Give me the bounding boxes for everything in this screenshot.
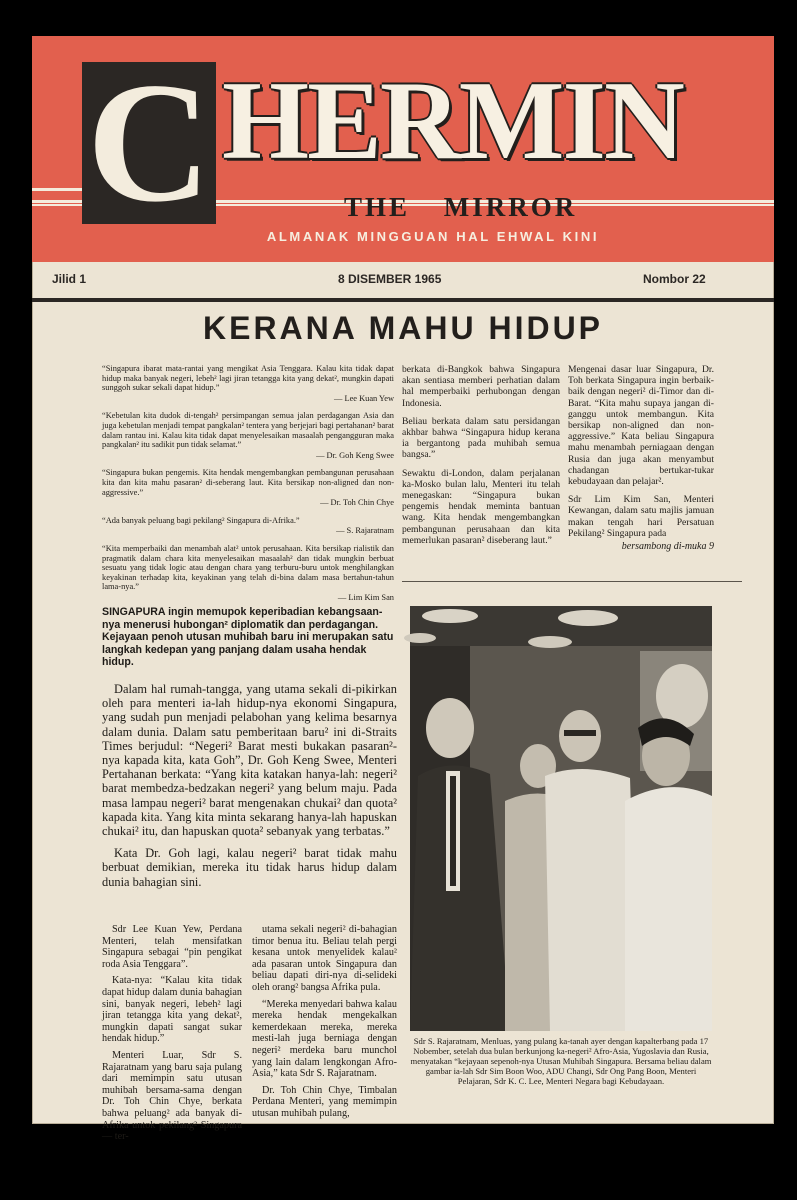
news-photo xyxy=(410,606,712,1031)
photo-caption: Sdr S. Rajaratnam, Menluas, yang pulang ka-tanah ayer dengan kapalterbang pada 17 Nobember, setelah dua bulan berkunjong ka-negeri² Afro-Asia, Yugoslavia dan Rusia, menyatakan “kejayaan sepenoh-nya Utusan Muhibah Singapura. Bersama beliau dalam gambar ia-lah Sdr Sim Boon Woo, ADU Changi, Sdr Ong Pang Boon, Menteri Pelajaran, Sdr K. C. Lee, Menteri Negara bagi Kebudayaan. xyxy=(410,1036,712,1086)
section-rule xyxy=(402,581,742,582)
headline: KERANA MAHU HIDUP xyxy=(202,310,604,346)
quote-author: — Lim Kim San xyxy=(337,592,394,602)
lead-paragraph: SINGAPURA ingin memupok keperibadian kebangsaan-nya menerusi hubongan² diplomatik dan perdagangan. Kejayaan penoh utusan muhibah baru ini merupakan satu langkah kedepan yang panjang dalam usaha hendak hidup. xyxy=(102,606,394,669)
paragraph: Menteri Luar, Sdr S. Rajaratnam yang baru saja pulang dari memimpin satu utusan muhibah bersama-sama dengan Dr. Toh Chin Chye, berkata bahwa peluang² ada banyak di-Afrika untok pekilang² Singapura — ter- xyxy=(102,1049,242,1143)
paragraph: “Mereka menyedari bahwa kalau mereka hendak mengekalkan kemerdekaan mereka, mereka mesti-lah juga berniaga dengan negeri² merdeka baru munchol yang lain dalam lengkongan Afro-Asia,” kata Sdr S. Rajaratnam. xyxy=(252,998,397,1080)
article-column-a xyxy=(102,924,242,1148)
masthead-subtitle: THE MIRROR xyxy=(344,192,578,222)
masthead-tagline: ALMANAK MINGGUAN HAL EHWAL KINI xyxy=(266,229,600,244)
continued-note: bersambong di-muka 9 xyxy=(621,541,714,553)
quote-text: “Kita memperbaiki dan menambah alat² untok perusahaan. Kita bersikap rialistik dan pragmatik dalam chara kita menyelesaikan masaalah² dan tidak mungkin berbuat sesuatu yang tidak logic atau dengan chara yang terburu-buru untok menghilangkan keyakinan terhadap kita, keyakinan yang telah di-bina dalam masa bertahun-tahun lama-nya.” xyxy=(102,543,394,592)
issue-volume: Jilid 1 xyxy=(52,272,87,286)
quote-author: — Dr. Goh Keng Swee xyxy=(316,450,394,460)
header-rule xyxy=(32,298,774,302)
quote-text: “Ada banyak peluang bagi pekilang² Singapura di-Afrika.” xyxy=(102,515,300,525)
issue-date: 8 DISEMBER 1965 xyxy=(338,272,442,286)
issue-number: Nombor 22 xyxy=(643,272,706,286)
photo-illustration xyxy=(410,606,712,1031)
paragraph: Beliau berkata dalam satu persidangan akhbar bahwa “Singapura hidup kerana ia bergantong pada muhibah semua bangsa.” xyxy=(402,415,560,461)
paragraph: Kata-nya: “Kalau kita tidak dapat hidup dalam dunia bahagian sini, banyak negeri, lebeh² lagi jiran tetangga kita yang dekat², mungkin dapati sangat sukar hendak hidup.” xyxy=(102,975,242,1045)
main-body xyxy=(102,682,397,897)
article-column-3 xyxy=(568,364,714,559)
masthead-stripe xyxy=(32,188,82,191)
article-column-2 xyxy=(402,364,560,553)
masthead-title: HERMIN xyxy=(222,59,683,183)
quote-author: — S. Rajaratnam xyxy=(336,526,394,536)
quote-author: — Lee Kuan Yew xyxy=(333,393,394,403)
article-column-b xyxy=(252,924,397,1125)
quote-text: “Singapura bukan pengemis. Kita hendak mengembangkan pembangunan perusahaan kita dan kita mahu pasaran² di-seberang laut. Kita bersikap non-aligned dan non-aggressive.” xyxy=(102,468,394,497)
paragraph: Sdr Lee Kuan Yew, Perdana Menteri, telah mensifatkan Singapura sebagai “pin pengikat roda Asia Tenggara”. xyxy=(102,924,242,970)
paragraph: Dr. Toh Chin Chye, Timbalan Perdana Menteri, yang memimpin utusan muhibah pulang, xyxy=(252,1084,397,1119)
paragraph: Mengenai dasar luar Singapura, Dr. Toh berkata Singapura ingin berbaik-baik dengan negeri² di-Timor dan di-Barat. “Kita mahu supaya jangan di-ganggu untok membangun. Kita bersikap non-aligned dan non-aggressive.” Kata beliau Singapura mahu menambah perniagaan dengan Rusia dan juga akan menyambut chadangan bertukar-tukar kebudayaan dan pelajar². xyxy=(568,364,714,488)
paragraph: Dalam hal rumah-tangga, yang utama sekali di-pikirkan oleh para menteri ia-lah hidup-nya ekonomi Singapura, yang sudah pun menjadi pelabohan yang kelima besarnya dalam dunia. Dalam satu pemberitaan baru² ini di-Straits Times berjudul: “Negeri² Barat mesti bukakan pasaran²-nya kapada kita, kata Goh”, Dr. Goh Keng Swee, Menteri Pertahanan berkata: “Yang kita katakan hanya-lah: negeri² barat membedza-bedzakan negeri² yang belum maju. Pada masa lampau negeri² barat mengenakan chukai² dan quota² kapada kita. Yang kita minta sekarang hanya-lah hapuskan chukai² itu, dan hapuskan quota² sebanyak yang terbatas.” xyxy=(102,682,397,839)
paragraph: Kata Dr. Goh lagi, kalau negeri² barat tidak mahu berbuat demikian, mereka itu tidak harus hidup dalam dunia bahagian sini. xyxy=(102,846,397,889)
paragraph: utama sekali negeri² di-bahagian timor benua itu. Beliau telah pergi kesana untok menyelidek kalau² ada pasaran untok Singapura dan beliau dapati diri-nya di-selideki oleh orang² bangsa Afrika pula. xyxy=(252,924,397,993)
masthead xyxy=(32,36,774,262)
quote-text: “Singapura ibarat mata-rantai yang mengikat Asia Tenggara. Kalau kita tidak dapat hidup maka banyak negeri, lebeh² lagi jiran tetangga kita yang dekat², mungkin dapati sunggoh sukar sekali dapat hidup.” xyxy=(102,364,394,393)
paragraph: berkata di-Bangkok bahwa Singapura akan sentiasa memberi perhatian dalam hal memperbaiki perhubongan dengan Indonesia. xyxy=(402,364,560,409)
quote-text: “Kebetulan kita dudok di-tengah² persimpangan semua jalan perdagangan Asia dan juga kebetulan menjadi tempat pangkalan² tentera yang berjejari bagi pertahanan² barat dalam rantau ini. Kalau kita tidak dapat menyelesaikan masaalah pengangguran maka pangkalan² itu sadikit pun tidak selamat.” xyxy=(102,411,394,450)
paragraph: Sdr Lim Kim San, Menteri Kewangan, dalam satu majlis jamuan makan tengah hari Persatuan Pekilang² Singapura pada xyxy=(568,494,714,539)
masthead-initial: C xyxy=(82,62,216,224)
newspaper-page xyxy=(32,36,774,1143)
paragraph: Sewaktu di-London, dalam perjalanan ka-Mosko bulan lalu, Menteri itu telah menegaskan: “Singapura bukan pengemis hendak meminta bantuan wang. Kita hendak mengembangkan pembangunan perusahaan dan kita memerlukan pasaran² diseberang laut.” xyxy=(402,467,560,546)
quotes-column xyxy=(102,364,394,610)
quote-author: — Dr. Toh Chin Chye xyxy=(320,498,394,508)
